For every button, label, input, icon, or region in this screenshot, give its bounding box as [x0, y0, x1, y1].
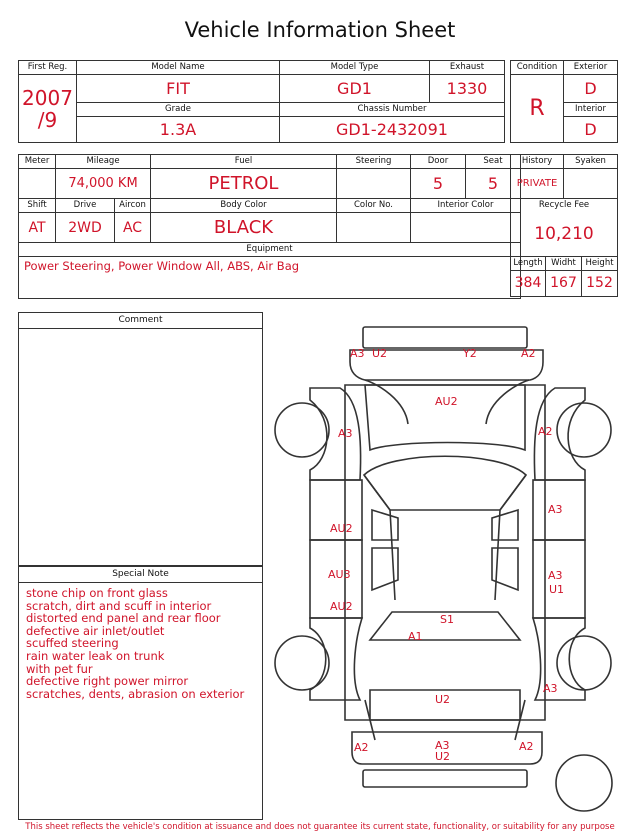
wheel-rear-left: [275, 636, 329, 690]
damage-label: A3: [543, 682, 558, 695]
interior-color-value: [411, 213, 521, 243]
right-headlight-arc: [486, 380, 529, 424]
special-note-label: Special Note: [19, 567, 262, 583]
disclaimer-footer: This sheet reflects the vehicle's condition at issuance and does not guarantee its current state, functionality, or suitability for any purpose: [25, 822, 615, 832]
body-color-value: BLACK: [151, 213, 337, 243]
equipment-value: Power Steering, Power Window All, ABS, Air Bag: [19, 257, 521, 299]
condition-table: [510, 60, 618, 143]
meter-label: Meter: [19, 155, 56, 169]
damage-label: A3: [338, 427, 353, 440]
drive-value: 2WD: [56, 213, 115, 243]
chassis-value: GD1-2432091: [280, 117, 505, 143]
recycle-fee-label: Recycle Fee: [511, 199, 618, 213]
special-note-item: stone chip on front glass: [26, 586, 168, 600]
right-a-pillar: [495, 475, 526, 600]
wheel-front-left: [275, 403, 329, 457]
mileage-value: 74,000 KM: [56, 169, 151, 199]
door-label: Door: [411, 155, 466, 169]
damage-label: U2: [372, 347, 388, 360]
color-no-label: Color No.: [337, 199, 411, 213]
right-front-window: [492, 510, 518, 540]
steering-label: Steering: [337, 155, 411, 169]
damage-label: A3: [548, 569, 563, 582]
syaken-label: Syaken: [564, 155, 618, 169]
comment-box: [18, 312, 263, 566]
special-note-item: defective air inlet/outlet: [26, 623, 165, 638]
shift-value: AT: [19, 213, 56, 243]
damage-label: A2: [538, 425, 553, 438]
first-reg-value: [19, 75, 77, 143]
damage-label: A3: [435, 739, 450, 752]
left-front-fender: [310, 388, 361, 480]
damage-label: AU2: [330, 522, 353, 535]
damage-label: Y2: [463, 347, 477, 360]
page-title: Vehicle Information Sheet: [184, 18, 456, 42]
chassis-label: Chassis Number: [280, 103, 505, 117]
first-reg-year: 2007: [22, 85, 73, 110]
width-value: 167: [546, 270, 582, 296]
first-reg-label: First Reg.: [19, 61, 77, 75]
model-name-value: FIT: [77, 75, 280, 103]
height-value: 152: [582, 270, 618, 296]
aircon-value: AC: [115, 213, 151, 243]
right-rear-quarter: [533, 618, 585, 700]
color-no-value: [337, 213, 411, 243]
special-note-item: with pet fur: [26, 661, 93, 676]
shift-label: Shift: [19, 199, 56, 213]
damage-label: AU2: [330, 600, 353, 613]
left-front-window: [372, 510, 398, 540]
left-headlight-arc: [365, 380, 408, 424]
specs-table: [18, 154, 521, 299]
height-label: Height: [582, 256, 618, 270]
damage-label: AU2: [435, 395, 458, 408]
damage-label: A2: [354, 741, 369, 754]
wheel-front-right: [557, 403, 611, 457]
condition-value: R: [511, 75, 564, 143]
exterior-label: Exterior: [564, 61, 618, 75]
exterior-value: D: [564, 75, 618, 103]
meter-value: [19, 169, 56, 199]
special-note-item: scuffed steering: [26, 636, 119, 651]
wheel-rear-right: [557, 636, 611, 690]
damage-label: AU3: [328, 568, 351, 581]
windshield: [364, 456, 526, 510]
drive-label: Drive: [56, 199, 115, 213]
spare-wheel: [556, 755, 612, 811]
damage-label: A3: [548, 503, 563, 516]
model-name-label: Model Name: [77, 61, 280, 75]
comment-label: Comment: [19, 313, 262, 329]
fuel-value: PETROL: [151, 169, 337, 199]
aircon-label: Aircon: [115, 199, 151, 213]
first-reg-month: /9: [37, 107, 58, 132]
exhaust-value: 1330: [430, 75, 505, 103]
damage-label: A3: [350, 347, 365, 360]
fuel-label: Fuel: [151, 155, 337, 169]
basic-info-table: [18, 60, 505, 143]
special-notes-list: [19, 583, 262, 700]
recycle-fee-value: 10,210: [511, 212, 618, 256]
interior-color-label: Interior Color: [411, 199, 521, 213]
interior-value: D: [564, 117, 618, 143]
special-note-item: distorted end panel and rear floor: [26, 611, 221, 626]
seat-label: Seat: [466, 155, 521, 169]
damage-label: S1: [440, 613, 454, 626]
special-note-item: defective right power mirror: [26, 674, 189, 689]
door-value: 5: [411, 169, 466, 199]
length-label: Length: [511, 256, 546, 270]
front-bumper-bar: [363, 327, 527, 348]
damage-label: U2: [435, 750, 451, 763]
damage-label: U1: [549, 583, 565, 596]
length-value: 384: [511, 270, 546, 296]
width-label: Widht: [546, 256, 582, 270]
damage-label: A2: [519, 740, 534, 753]
interior-label: Interior: [564, 103, 618, 117]
model-type-label: Model Type: [280, 61, 430, 75]
grade-label: Grade: [77, 103, 280, 117]
equipment-label: Equipment: [19, 243, 521, 257]
model-type-value: GD1: [280, 75, 430, 103]
damage-label: A2: [521, 347, 536, 360]
damage-label: A1: [408, 630, 423, 643]
damage-label: U2: [435, 693, 451, 706]
special-note-item: scratches, dents, abrasion on exterior: [26, 686, 245, 701]
left-a-pillar: [364, 475, 395, 600]
condition-label: Condition: [511, 61, 564, 75]
history-table: [510, 154, 618, 297]
body-outline: [345, 385, 545, 720]
mileage-label: Mileage: [56, 155, 151, 169]
special-note-box: [18, 566, 263, 820]
history-value: PRIVATE: [511, 169, 564, 199]
history-label: History: [511, 155, 564, 169]
seat-value: 5: [466, 169, 521, 199]
left-rear-quarter: [310, 618, 362, 700]
rear-bumper-bar: [363, 770, 527, 787]
special-note-item: scratch, dirt and scuff in interior: [26, 598, 212, 613]
special-note-item: rain water leak on trunk: [26, 648, 165, 663]
exhaust-label: Exhaust: [430, 61, 505, 75]
grade-value: 1.3A: [77, 117, 280, 143]
body-color-label: Body Color: [151, 199, 337, 213]
syaken-value: [564, 169, 618, 199]
steering-value: [337, 169, 411, 199]
